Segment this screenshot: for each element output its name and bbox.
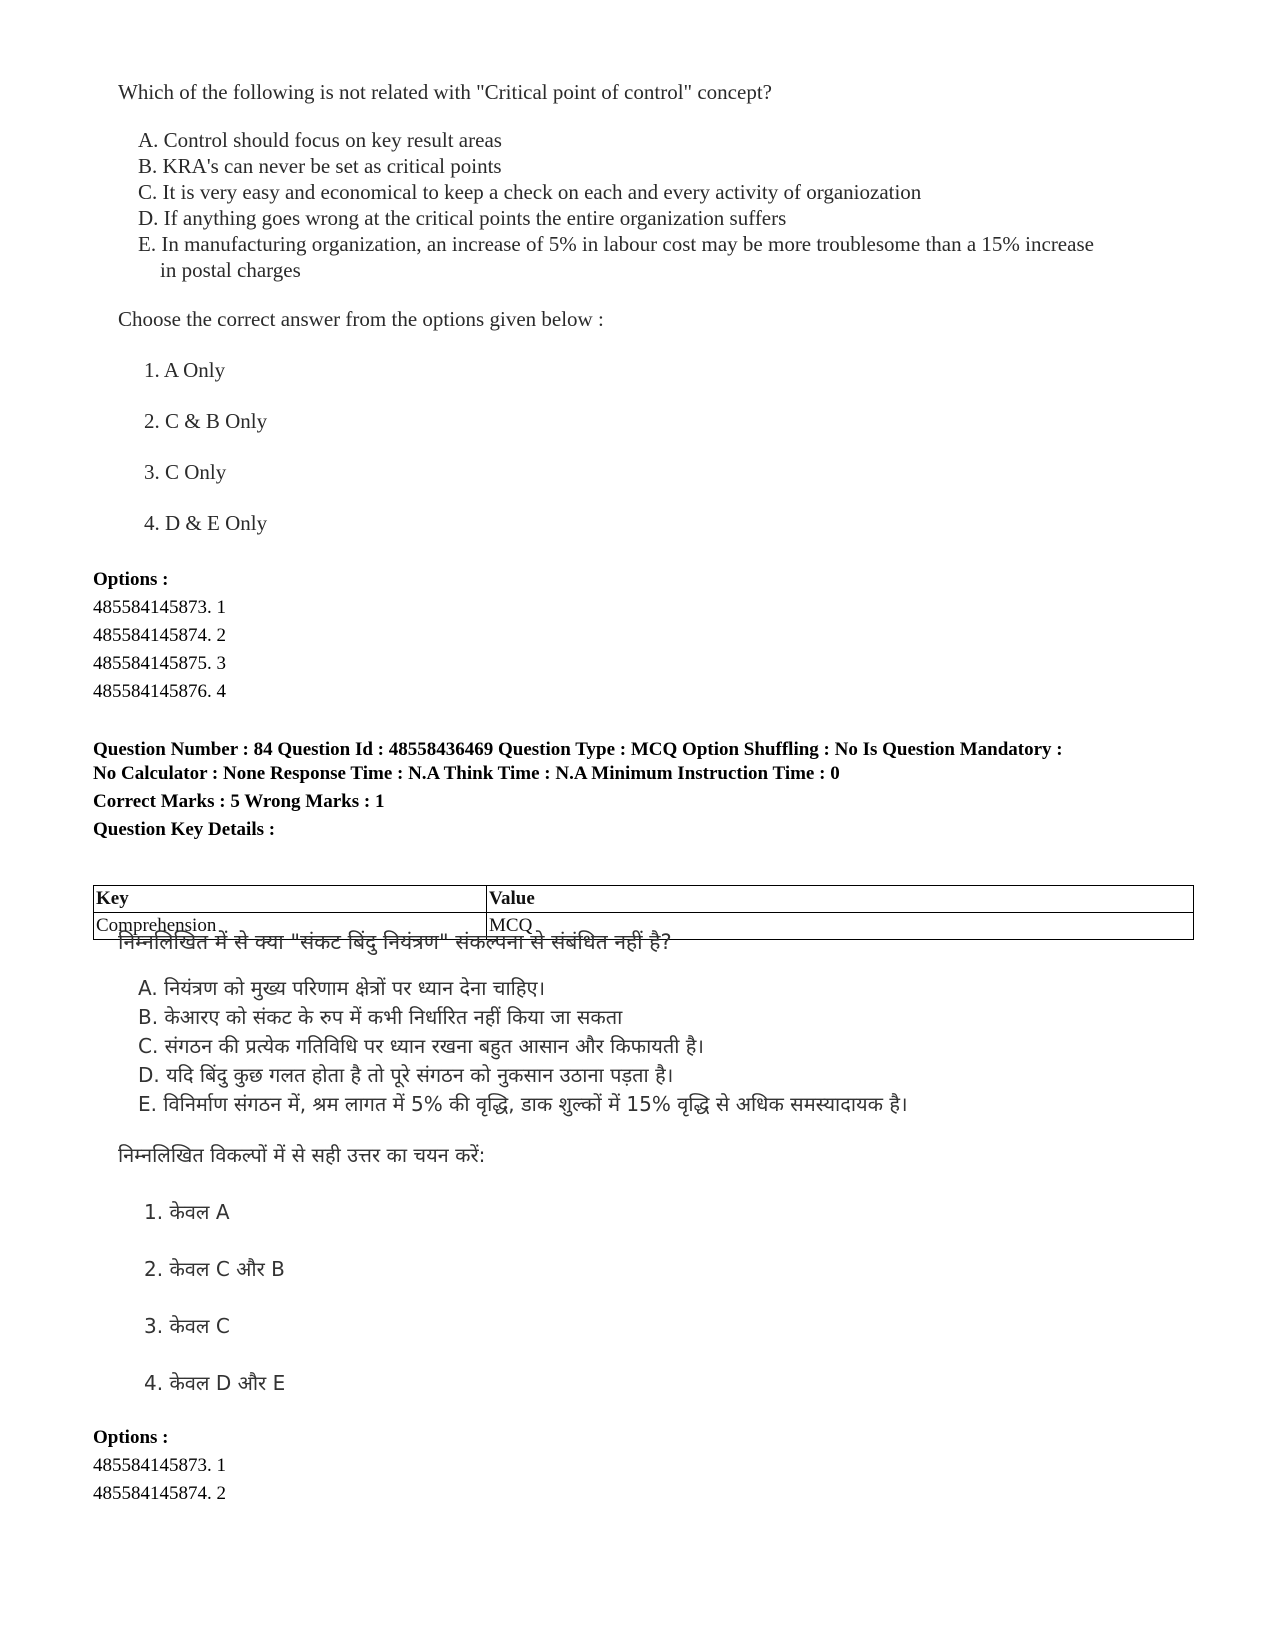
choose-instruction: Choose the correct answer from the options given below :: [118, 307, 604, 331]
statement-d: D. यदि बिंदु कुछ गलत होता है तो पूरे संगठन को नुकसान उठाना पड़ता है।: [138, 1063, 674, 1087]
statement-a: A. Control should focus on key result areas: [138, 128, 502, 152]
question-header-line-2: No Calculator : None Response Time : N.A Think Time : N.A Minimum Instruction Time : 0: [93, 763, 840, 784]
statement-d: D. If anything goes wrong at the critical points the entire organization suffers: [138, 206, 787, 230]
question-stem: निम्नलिखित में से क्या "संकट बिंदु नियंत्रण" संकल्पना से संबंधित नहीं है?: [118, 930, 672, 954]
table-cell-key: Comprehension: [94, 913, 487, 940]
table-header-row: [94, 886, 1194, 913]
statement-list: [138, 127, 1110, 283]
answer-choice-4: 4. केवल D और E: [144, 1371, 286, 1395]
question-header-line-1: Question Number : 84 Question Id : 48558436469 Question Type : MCQ Option Shuffling : No Is Question Mandatory :: [93, 739, 1063, 760]
question-84-options: [93, 1424, 226, 1508]
answer-choice-4: 4. D & E Only: [144, 511, 268, 535]
statement-list: [138, 974, 908, 1119]
option-item: 485584145875. 3: [93, 653, 226, 674]
question-83-options: [93, 566, 226, 706]
answer-choice-1: 1. A Only: [144, 358, 226, 382]
choose-instruction: निम्नलिखित विकल्पों में से सही उत्तर का चयन करें:: [118, 1143, 486, 1167]
options-label: Options :: [93, 569, 169, 590]
answer-choice-2: 2. केवल C और B: [144, 1257, 285, 1281]
statement-e: E. In manufacturing organization, an increase of 5% in labour cost may be more troublesome than a 15% increase in postal charges: [138, 232, 1094, 282]
statement-a: A. नियंत्रण को मुख्य परिणाम क्षेत्रों पर ध्यान देना चाहिए।: [138, 976, 546, 1000]
question-84-image: [118, 928, 908, 1396]
table-header-value: Value: [487, 886, 1194, 913]
marks-line: Correct Marks : 5 Wrong Marks : 1: [93, 791, 385, 812]
key-details-label: Question Key Details :: [93, 819, 276, 840]
statement-b: B. केआरए को संकट के रुप में कभी निर्धारित नहीं किया जा सकता: [138, 1005, 623, 1029]
answer-choice-1: 1. केवल A: [144, 1200, 230, 1224]
option-item: 485584145873. 1: [93, 1455, 226, 1476]
answer-choice-3: 3. C Only: [144, 460, 227, 484]
statement-b: B. KRA's can never be set as critical points: [138, 154, 502, 178]
question-83-image: [118, 80, 1110, 536]
statement-c: C. संगठन की प्रत्येक गतिविधि पर ध्यान रखना बहुत आसान और किफायती है।: [138, 1034, 705, 1058]
answer-choice-2: 2. C & B Only: [144, 409, 268, 433]
option-item: 485584145874. 2: [93, 1483, 226, 1504]
question-84-meta: [93, 738, 1203, 842]
question-stem: Which of the following is not related with "Critical point of control" concept?: [118, 80, 772, 104]
option-item: 485584145876. 4: [93, 681, 226, 702]
option-item: 485584145874. 2: [93, 625, 226, 646]
statement-c: C. It is very easy and economical to keep a check on each and every activity of organiozation: [138, 180, 922, 204]
table-cell-value: MCQ: [487, 913, 1194, 940]
option-item: 485584145873. 1: [93, 597, 226, 618]
statement-e: E. विनिर्माण संगठन में, श्रम लागत में 5% की वृद्धि, डाक शुल्कों में 15% वृद्धि से अधिक समस्यादायक है।: [138, 1092, 908, 1116]
answer-choice-3: 3. केवल C: [144, 1314, 230, 1338]
table-header-key: Key: [94, 886, 487, 913]
options-label: Options :: [93, 1427, 169, 1448]
